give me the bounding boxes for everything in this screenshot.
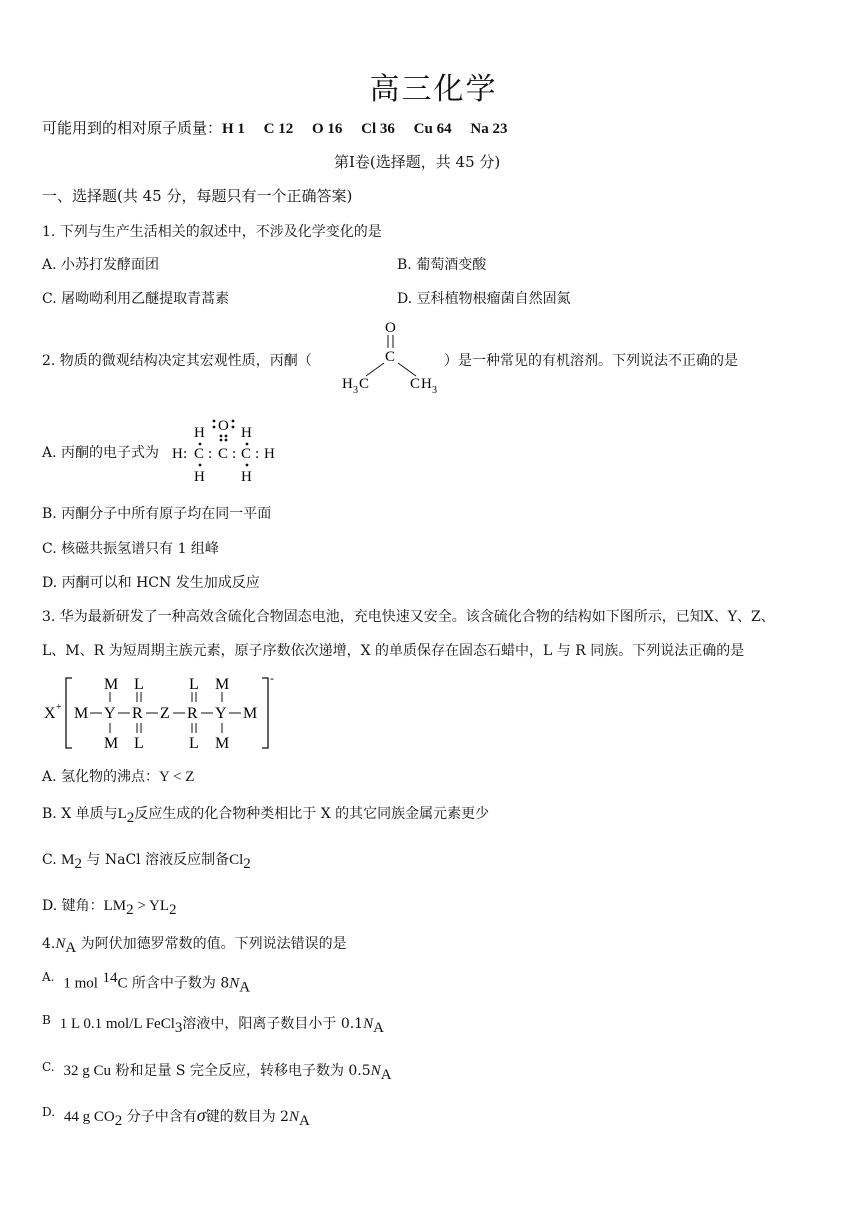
q4-option-a-c: C xyxy=(117,975,128,992)
q4-option-c-label: C. xyxy=(42,1060,55,1074)
sc-r-left: R xyxy=(132,705,143,722)
sc-minus: - xyxy=(270,671,274,685)
q4-option-d-label: D. xyxy=(42,1105,56,1119)
q3-option-c-label: C. xyxy=(42,852,57,868)
q3-option-a xyxy=(42,766,194,786)
acetone-ch3-c: C xyxy=(410,376,421,392)
q4-option-b xyxy=(42,1013,384,1037)
acetone-bond-right xyxy=(398,363,416,376)
q3-stem-line2: L、M、R 为短周期主族元素，原子序数依次递增，X 的单质保存在固态石蜡中，L 与 R 同族。下列说法正确的是 xyxy=(42,643,745,659)
ef-h-top-right: H xyxy=(241,425,252,441)
q4-option-a-na-sub: A xyxy=(239,979,251,996)
q4-stem xyxy=(42,933,347,957)
sc-l-bottom-left: L xyxy=(134,735,144,752)
acetone-h3c-sub: 3 xyxy=(353,385,358,396)
acetone-electron-formula xyxy=(170,413,285,488)
sulfur-compound-structure xyxy=(40,670,290,755)
sc-m-top-left: M xyxy=(104,676,119,693)
q3-option-d-label: D. 键角： xyxy=(42,898,104,914)
ef-dot xyxy=(225,439,228,442)
q1-option-d: D. 豆科植物根瘤菌自然固氮 xyxy=(397,291,571,307)
q3-option-b-post: 反应生成的化合物种类相比于 X 的其它同族金属元素更少 xyxy=(134,806,490,822)
sc-r-right: R xyxy=(187,705,198,722)
acetone-bond-left xyxy=(366,363,384,376)
q3-option-b-sub: 2 xyxy=(126,809,135,826)
q2-option-b: B. 丙酮分子中所有原子均在同一平面 xyxy=(42,506,272,522)
sc-y-left: Y xyxy=(104,705,116,722)
q4-option-d-na-n: N xyxy=(288,1109,299,1125)
acetone-ch3-h: H xyxy=(421,376,432,392)
sc-bracket-left xyxy=(66,678,72,748)
q4-option-c-na-n: N xyxy=(370,1063,381,1079)
q4-na-sub: A xyxy=(65,939,77,956)
q3-option-c xyxy=(42,849,251,873)
q3-option-c-sub2: 2 xyxy=(243,855,251,872)
q3-option-c-sub: 2 xyxy=(74,855,82,872)
q4-option-a xyxy=(42,970,250,996)
ef-h-bottom-left: H xyxy=(194,469,205,485)
ef-dot xyxy=(246,443,249,446)
q3-option-a-label: A. 氢化物的沸点： xyxy=(42,769,160,785)
q4-option-a-formula: 1 mol xyxy=(63,975,98,992)
atomic-masses-values: H 1 C 12 O 16 Cl 36 Cu 64 Na 23 xyxy=(222,121,508,137)
ef-c-center: C xyxy=(218,446,229,462)
ef-h-right: H xyxy=(264,446,275,462)
q2-option-c: C. 核磁共振氢谱只有 1 组峰 xyxy=(42,541,219,557)
q4-stem-pre: 4. xyxy=(42,936,56,952)
acetone-c: C xyxy=(385,349,396,365)
ef-colon: : xyxy=(183,446,188,462)
ef-o: O xyxy=(218,418,229,434)
q4-option-b-text: 溶液中，阳离子数目小于 0.1 xyxy=(182,1016,364,1032)
q4-option-a-label: A. xyxy=(42,970,55,984)
ef-dot xyxy=(220,435,223,438)
q4-stem-post: 为阿伏加德罗常数的值。下列说法错误的是 xyxy=(80,936,347,952)
sc-m-left: M xyxy=(74,705,89,722)
q4-na-n: N xyxy=(55,936,66,952)
ef-dot xyxy=(246,464,249,467)
ef-colon: : xyxy=(255,446,260,462)
q4-option-b-label: B xyxy=(42,1013,51,1027)
ef-h-bottom-right: H xyxy=(241,469,252,485)
q3-option-c-m: M xyxy=(61,852,75,868)
ef-h-top-left: H xyxy=(194,425,205,441)
q4-option-a-na-n: N xyxy=(229,975,240,992)
ef-c-right: C xyxy=(241,446,252,462)
atomic-masses-label: 可能用到的相对原子质量： xyxy=(42,119,223,137)
q4-option-d-sigma: σ xyxy=(196,1105,206,1125)
q4-option-b-sub: 3 xyxy=(174,1019,183,1036)
sc-y-right: Y xyxy=(215,705,227,722)
ef-dot xyxy=(199,464,202,467)
ef-dot xyxy=(225,435,228,438)
acetone-h3c-h: H xyxy=(342,376,353,392)
sc-m-bottom-right: M xyxy=(215,735,230,752)
acetone-ch3-sub: 3 xyxy=(432,385,437,396)
q4-option-c-na-sub: A xyxy=(380,1066,392,1083)
acetone-structure xyxy=(338,318,448,398)
q4-option-a-text: 所含中子数为 8 xyxy=(131,975,230,992)
q4-option-d xyxy=(42,1105,310,1130)
ef-colon: : xyxy=(208,446,213,462)
sc-l-top-left: L xyxy=(134,676,144,693)
q4-option-d-formula: 44 g CO xyxy=(63,1109,115,1125)
q3-option-d-lm: LM xyxy=(103,898,127,914)
q4-option-d-text2: 键的数目为 2 xyxy=(205,1109,289,1125)
q4-option-d-sub: 2 xyxy=(114,1112,123,1129)
q3-option-b-formula: L xyxy=(117,806,127,822)
q3-option-c-cl: Cl xyxy=(229,852,244,868)
sc-plus: + xyxy=(56,702,62,713)
sc-l-top-right: L xyxy=(189,676,199,693)
q4-option-b-na-sub: A xyxy=(373,1019,384,1036)
ef-dot xyxy=(220,439,223,442)
q3-option-b xyxy=(42,803,489,827)
ef-colon: : xyxy=(232,446,237,462)
sc-x: X xyxy=(44,705,56,722)
sc-m-bottom-left: M xyxy=(104,735,119,752)
q3-stem-line1: 3. 华为最新研发了一种高效含硫化合物固态电池，充电快速又安全。该含硫化合物的结构如下图所示，已知X、Y、Z、 xyxy=(42,609,775,625)
ef-dot xyxy=(199,443,202,446)
ef-dot xyxy=(232,420,235,423)
q2-option-d: D. 丙酮可以和 HCN 发生加成反应 xyxy=(42,575,260,591)
q4-option-b-formula: 1 L 0.1 mol/L FeCl xyxy=(59,1016,175,1032)
q3-option-d xyxy=(42,895,177,919)
section-header: 第Ⅰ卷(选择题，共 45 分) xyxy=(334,153,501,171)
sc-z: Z xyxy=(160,705,170,722)
sc-bracket-right xyxy=(262,678,268,748)
q2-stem-post: ）是一种常见的有机溶剂。下列说法不正确的是 xyxy=(444,353,738,369)
q3-option-b-pre: B. X 单质与 xyxy=(42,806,118,822)
ef-dot xyxy=(232,426,235,429)
page-title: 高三化学 xyxy=(369,72,498,107)
q2-option-a: A. 丙酮的电子式为 xyxy=(42,445,160,461)
q4-option-d-na-sub: A xyxy=(298,1112,310,1129)
ef-dot xyxy=(213,420,216,423)
sc-m-right: M xyxy=(243,705,258,722)
q4-option-c-text: 粉和足量 S 完全反应，转移电子数为 0.5 xyxy=(115,1063,371,1079)
acetone-o: O xyxy=(385,320,396,336)
q1-option-a: A. 小苏打发酵面团 xyxy=(42,257,160,273)
q4-option-b-na-n: N xyxy=(363,1016,374,1032)
part-header: 一、选择题(共 45 分，每题只有一个正确答案) xyxy=(42,187,353,205)
q3-option-c-mid: 与 NaCl 溶液反应制备 xyxy=(86,852,230,868)
q4-option-c-formula: 32 g Cu xyxy=(63,1063,111,1079)
ef-c-left: C xyxy=(194,446,205,462)
q4-option-d-text1: 分子中含有 xyxy=(126,1109,197,1125)
ef-dot xyxy=(213,426,216,429)
q1-option-c: C. 屠呦呦利用乙醚提取青蒿素 xyxy=(42,291,230,307)
q4-option-a-sup: 14 xyxy=(102,970,118,986)
atomic-masses xyxy=(42,117,507,138)
q1-stem: 1. 下列与生产生活相关的叙述中，不涉及化学变化的是 xyxy=(42,224,382,240)
q4-option-c xyxy=(42,1060,392,1084)
q3-option-d-sub2: 2 xyxy=(169,901,177,918)
acetone-h3c-c: C xyxy=(359,376,370,392)
q3-option-a-formula: Y < Z xyxy=(159,769,195,785)
ef-h-left: H xyxy=(172,446,183,462)
q3-option-d-gt: > YL xyxy=(133,898,170,914)
q2-stem-pre: 2. 物质的微观结构决定其宏观性质，丙酮（ xyxy=(42,353,312,369)
q3-option-d-sub1: 2 xyxy=(126,901,134,918)
sc-l-bottom-right: L xyxy=(189,735,199,752)
q1-option-b: B. 葡萄酒变酸 xyxy=(397,257,487,273)
sc-m-top-right: M xyxy=(215,676,230,693)
